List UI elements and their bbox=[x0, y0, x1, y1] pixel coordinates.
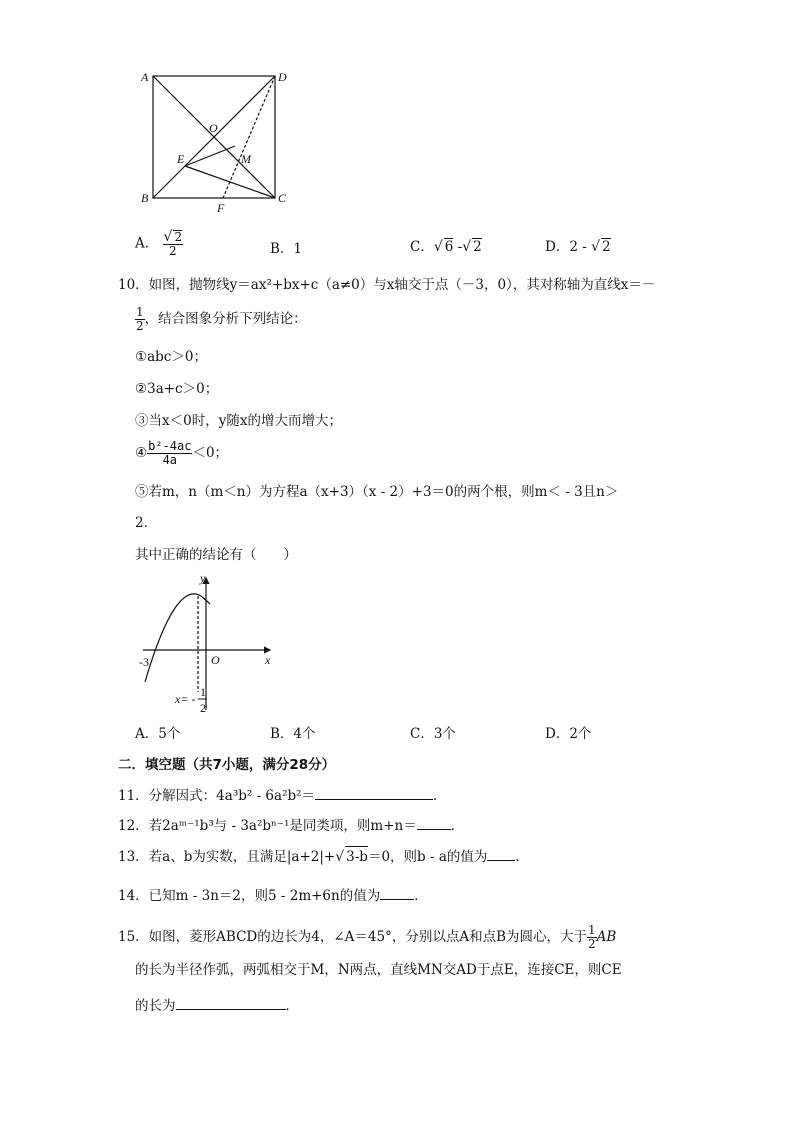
q12: 12．若2aᵐ⁻¹b³与 - 3a²bⁿ⁻¹是同类项，则m+n＝ ． bbox=[118, 815, 464, 836]
q14: 14．已知m - 3n＝2，则5 - 2m+6n的值为 ． bbox=[118, 885, 428, 906]
q10-stem-line1: 10．如图，抛物线y＝ax²+bx+c（a≠0）与x轴交于点（－3，0），其对称轴为直线x＝－ bbox=[118, 277, 656, 293]
q10-option-a: A．5个 bbox=[135, 726, 181, 742]
q13-blank bbox=[487, 846, 515, 861]
label-d: D bbox=[278, 70, 287, 84]
x-label: x bbox=[265, 653, 271, 667]
origin-label: O bbox=[211, 653, 220, 667]
q10-conclusion-3: ③当x＜0时，y随x的增大而增大； bbox=[135, 413, 342, 429]
q10-stem-line2: $\frac{1}{2}$ ，结合图象分析下列结论： bbox=[136, 305, 307, 333]
q13: 13．若a、b为实数，且满足|a+2|+√ 3-b＝0，则b - a的值为 ． bbox=[118, 846, 529, 867]
q10-option-b: B．4个 bbox=[270, 726, 316, 742]
q11-blank bbox=[315, 785, 433, 800]
symmetry-frac-den: 2 bbox=[200, 701, 206, 715]
q10-question: 其中正确的结论有（ ） bbox=[135, 547, 297, 563]
symmetry-eq-label: x= - bbox=[175, 692, 196, 706]
label-a: A bbox=[141, 70, 149, 84]
section-2-title: 二．填空题（共7小题，满分28分） bbox=[118, 757, 336, 773]
label-e: E bbox=[177, 152, 185, 166]
parabola-graph bbox=[135, 570, 285, 718]
q15-line3: 的长为 ． bbox=[135, 995, 299, 1016]
symmetry-frac-num: 1 bbox=[200, 685, 206, 699]
label-m: M bbox=[241, 152, 251, 166]
q10-conclusion-5-line2: 2． bbox=[135, 515, 158, 531]
q10-conclusion-5-line1: ⑤若m，n（m＜n）为方程a（x+3）（x - 2）+3＝0的两个根，则m＜ - 3且n＞ bbox=[135, 484, 619, 500]
label-o: O bbox=[209, 121, 218, 135]
q15-line1: 15．如图，菱形ABCD的边长为4，∠A＝45°，分别以点A和点B为圆心，大于 $\frac{1}{2}$ AB bbox=[118, 923, 617, 951]
label-b: B bbox=[141, 191, 149, 205]
segment-df-dashed bbox=[223, 76, 275, 198]
q9-option-d: D．2 - √ 2 bbox=[545, 239, 611, 255]
q9-option-b: B．1 bbox=[270, 241, 303, 257]
q15-blank bbox=[176, 995, 286, 1010]
q11: 11．分解因式：4a³b² - 6a²b²＝ ． bbox=[118, 785, 447, 806]
q12-blank bbox=[417, 815, 451, 830]
segment-em bbox=[185, 146, 235, 166]
label-c: C bbox=[278, 191, 287, 205]
q9-option-c: C．√ 6 -√ 2 bbox=[410, 239, 482, 255]
q10-conclusion-2: ②3a+c＞0； bbox=[135, 381, 219, 397]
q10-option-c: C．3个 bbox=[410, 726, 456, 742]
label-f: F bbox=[217, 201, 225, 215]
parabola-curve bbox=[145, 594, 210, 682]
q10-conclusion-4: ④ $\frac{\text{b²-4ac}}{4a}$ ＜0； bbox=[135, 439, 229, 467]
q15-line2: 的长为半径作弧，两弧相交于M，N两点，直线MN交AD于点E，连接CE，则CE bbox=[135, 962, 622, 978]
q9-option-a: A． $\frac{√ 2}{2}$ bbox=[135, 229, 183, 258]
neg3-label: -3 bbox=[139, 655, 149, 669]
q10-conclusion-1: ①abc＞0； bbox=[135, 349, 207, 365]
q10-option-d: D．2个 bbox=[545, 726, 592, 742]
q9-a-fraction: $\frac{√ 2}{2}$ bbox=[163, 229, 183, 258]
q14-blank bbox=[380, 885, 414, 900]
square-figure bbox=[135, 66, 295, 216]
y-label: y bbox=[200, 571, 206, 585]
